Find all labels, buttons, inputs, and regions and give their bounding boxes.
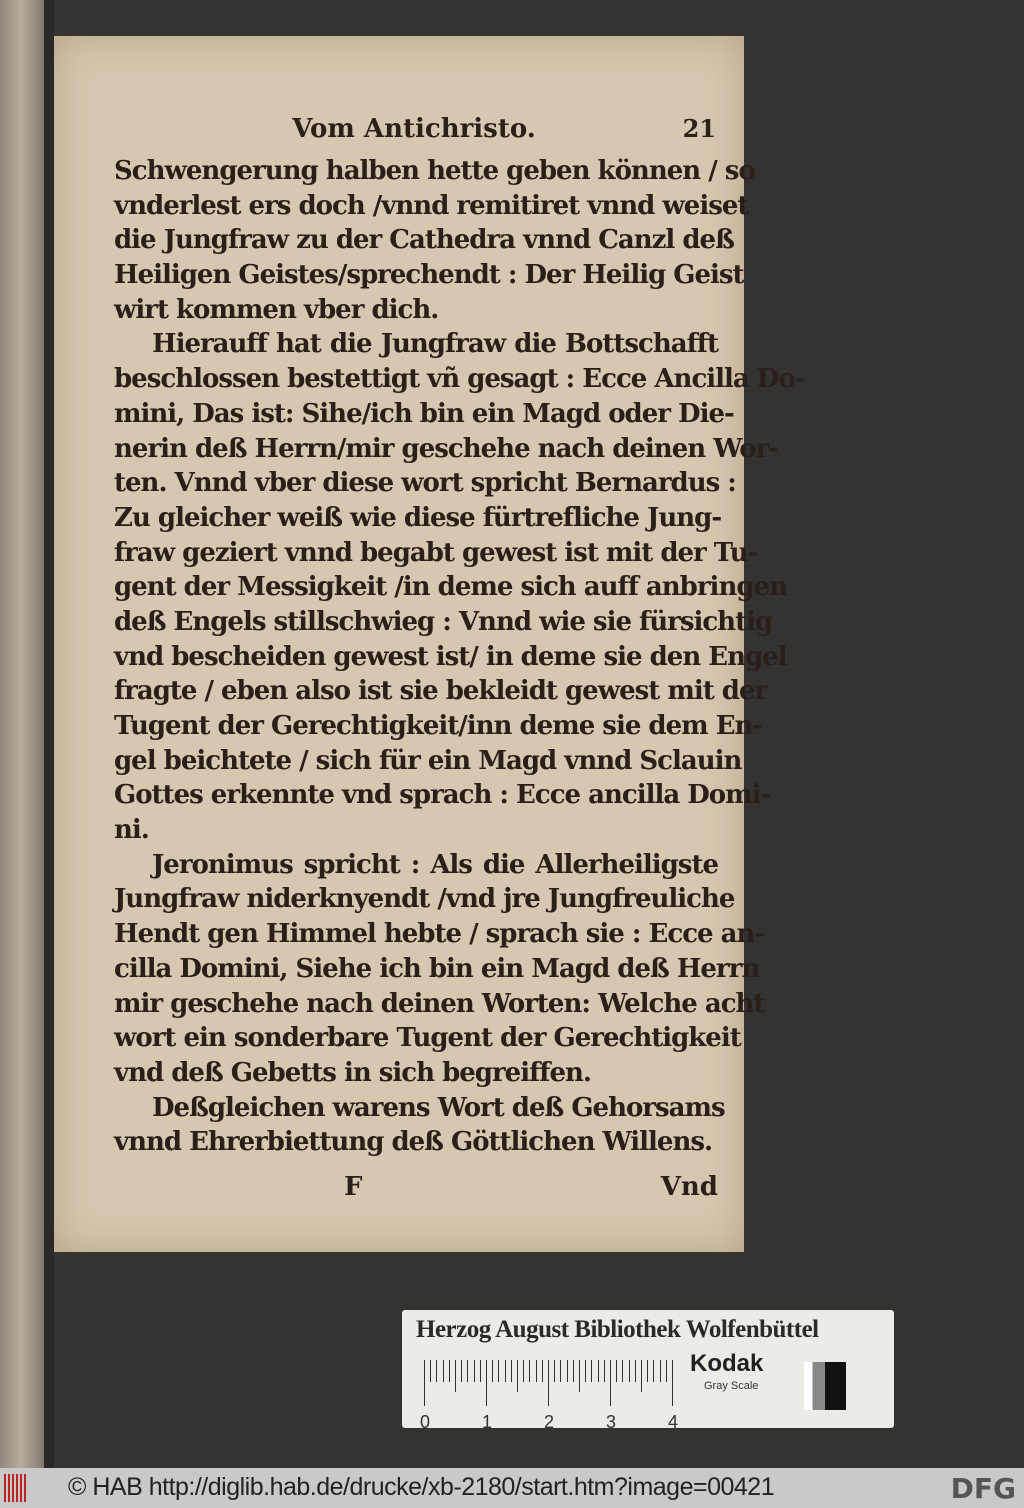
ruler-number: 2 (544, 1412, 555, 1432)
ruler-number: 3 (606, 1412, 617, 1432)
ruler-tick (498, 1360, 499, 1382)
ruler-tick (567, 1360, 568, 1382)
text-line: mir geschehe nach deinen Worten: Welche acht (114, 988, 765, 1019)
signature-mark: F (344, 1172, 363, 1202)
text-line: Schwengerung halben hette geben können / so (114, 156, 755, 186)
ruler-tick (598, 1360, 599, 1382)
text-line: ni. (114, 815, 149, 846)
ruler-tick (554, 1360, 555, 1382)
ruler-tick (591, 1360, 592, 1382)
ruler-tick (616, 1360, 617, 1382)
page-footer (114, 1172, 718, 1208)
text-line: Hierauff hat die Jungfraw die Bottschafft (152, 329, 718, 360)
text-line: Gottes erkennte vnd sprach : Ecce ancilla Domi- (114, 780, 771, 811)
ruler-tick (480, 1360, 481, 1382)
ruler-tick (529, 1360, 530, 1382)
ruler-tick (647, 1360, 648, 1382)
ruler-tick (573, 1360, 574, 1382)
ruler-tick (474, 1360, 475, 1382)
ruler-tick (542, 1360, 543, 1382)
ruler-tick (443, 1360, 444, 1382)
book-spine-shadow (44, 0, 54, 1468)
text-line: Jungfraw niderknyendt /vnd jre Jungfreuliche (114, 884, 735, 915)
ruler-tick (492, 1360, 493, 1382)
ruler-tick (430, 1360, 431, 1382)
text-line: deß Engels stillschwieg : Vnnd wie sie fürsichtig (114, 606, 773, 637)
catchword: Vnd (660, 1172, 718, 1202)
text-line: vnderlest ers doch /vnnd remitiret vnnd weiset (114, 190, 749, 221)
page-header (112, 114, 716, 148)
ruler-tick (517, 1360, 518, 1392)
ruler-tick (560, 1360, 561, 1382)
text-line: die Jungfraw zu der Cathedra vnnd Canzl deß (114, 225, 734, 256)
book-page (54, 36, 805, 1252)
page-number: 21 (682, 114, 716, 143)
ruler-tick (455, 1360, 456, 1392)
hab-logo-icon (4, 1474, 26, 1502)
text-line: Deßgleichen warens Wort deß Gehorsams (152, 1092, 725, 1123)
text-line: gel beichtete / sich für ein Magd vnnd Sclauin (114, 745, 742, 776)
ruler-tick (666, 1360, 667, 1382)
text-line: gent der Messigkeit /in deme sich auff anbringen (114, 572, 787, 603)
gray-scale-caption: Gray Scale (704, 1380, 759, 1392)
text-line: vnd bescheiden gewest ist/ in deme sie den Engel (114, 641, 787, 672)
ruler-scale (420, 1360, 679, 1432)
running-title: Vom Antichristo. (292, 114, 536, 144)
text-line: fragte / eben also ist sie bekleidt gewest mit der (114, 676, 768, 707)
ruler-number: 1 (482, 1412, 493, 1432)
text-line: wirt kommen vber dich. (114, 294, 439, 325)
viewer-footer-bar (0, 1468, 1024, 1508)
copyright-url[interactable]: © HAB http://diglib.hab.de/drucke/xb-2180/start.htm?image=00421 (68, 1473, 775, 1501)
text-line: Hendt gen Himmel hebte / sprach sie : Ecce an- (114, 919, 765, 950)
ruler-tick (424, 1360, 425, 1406)
ruler-tick (548, 1360, 549, 1406)
ruler-tick (610, 1360, 611, 1406)
ruler-tick (672, 1360, 673, 1406)
ruler-number: 0 (420, 1412, 431, 1432)
text-line: Zu gleicher weiß wie diese fürtrefliche Jung- (114, 502, 722, 533)
ruler-tick (622, 1360, 623, 1382)
text-line: beschlossen bestettigt vñ gesagt : Ecce Ancilla Do- (114, 364, 805, 395)
text-line: Tugent der Gerechtigkeit/inn deme sie dem En- (114, 711, 763, 741)
text-line: vnd deß Gebetts in sich begreiffen. (114, 1057, 591, 1088)
library-scale-label (402, 1310, 894, 1432)
text-line: Jeronimus spricht : Als die Allerheiligste (152, 849, 718, 880)
ruler-tick (461, 1360, 462, 1382)
text-line: ten. Vnnd vber diese wort spricht Bernardus : (114, 468, 736, 499)
page-body-text (114, 154, 805, 1160)
ruler-tick (436, 1360, 437, 1382)
ruler-tick (523, 1360, 524, 1382)
ruler-tick (486, 1360, 487, 1406)
ruler-tick (604, 1360, 605, 1382)
ruler-tick (449, 1360, 450, 1382)
dfg-logo: DFG (950, 1472, 1016, 1505)
text-line: Heiligen Geistes/sprechendt : Der Heilig Geist (114, 260, 744, 291)
text-line: vnnd Ehrerbiettung deß Göttlichen Willens. (114, 1127, 713, 1158)
text-line: fraw geziert vnnd begabt gewest ist mit der Tu- (114, 537, 758, 568)
gray-scale-swatch (804, 1362, 846, 1410)
ruler-tick (660, 1360, 661, 1382)
ruler-tick (653, 1360, 654, 1382)
ruler-tick (467, 1360, 468, 1382)
kodak-brand: Kodak (690, 1350, 764, 1377)
text-line: mini, Das ist: Sihe/ich bin ein Magd oder Die- (114, 398, 734, 429)
text-line: cilla Domini, Siehe ich bin ein Magd deß Herrn (114, 953, 760, 984)
text-line: nerin deß Herrn/mir geschehe nach deinen Wor- (114, 433, 779, 464)
ruler-tick (635, 1360, 636, 1382)
text-line: wort ein sonderbare Tugent der Gerechtigkeit (114, 1023, 741, 1054)
ruler-tick (629, 1360, 630, 1382)
ruler-tick (579, 1360, 580, 1392)
ruler-tick (536, 1360, 537, 1382)
ruler-tick (511, 1360, 512, 1382)
library-name: Herzog August Bibliothek Wolfenbüttel (416, 1316, 819, 1343)
ruler-tick (641, 1360, 642, 1392)
ruler-tick (505, 1360, 506, 1382)
ruler-tick (585, 1360, 586, 1382)
ruler-number: 4 (668, 1412, 679, 1432)
